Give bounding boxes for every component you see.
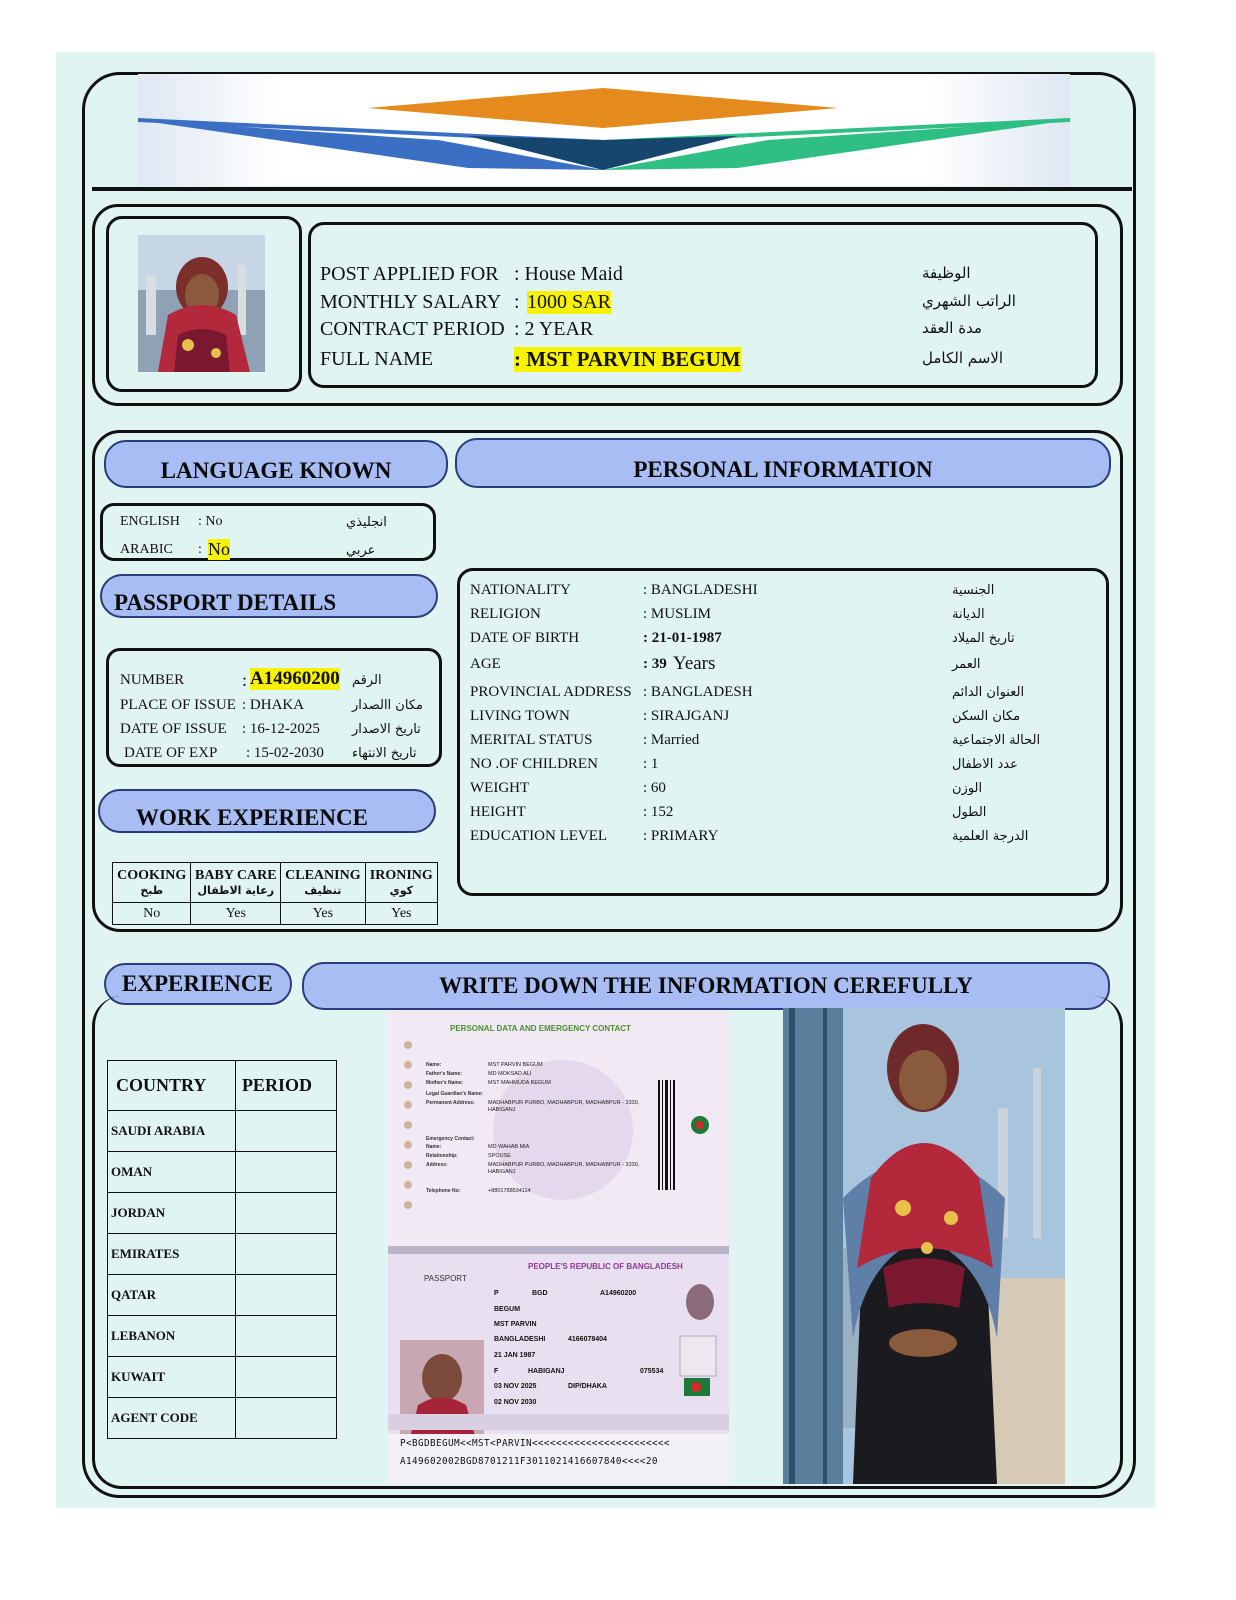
personal-info-label: PROVINCIAL ADDRESS — [470, 684, 632, 700]
personal-info-arabic: الحالة الاجتماعية — [952, 733, 1041, 748]
passport-number-label: NUMBER — [120, 672, 185, 688]
passport-number-side: 075534 — [640, 1368, 664, 1375]
work-experience-header-row — [113, 863, 438, 903]
personal-info-label: WEIGHT — [470, 780, 530, 796]
experience-period-cell[interactable] — [235, 1193, 336, 1234]
instruction-title: WRITE DOWN THE INFORMATION CEREFULLY — [302, 962, 1110, 1010]
emergency-field-label: Mother's Name: — [426, 1080, 464, 1086]
personal-info-arabic: الدرجة العلمية — [952, 829, 1029, 844]
experience-country: SAUDI ARABIA — [108, 1111, 236, 1152]
work-col-ironing: IRONING كوي — [365, 863, 437, 903]
personal-info-value: : BANGLADESHI — [643, 582, 758, 598]
experience-row — [108, 1193, 337, 1234]
english-arabic: انجليذي — [346, 515, 387, 530]
personal-info-value: : BANGLADESH — [643, 684, 753, 700]
experience-country: JORDAN — [108, 1193, 236, 1234]
personal-info-label: AGE — [470, 656, 501, 672]
passport-title: PASSPORT DETAILS — [100, 574, 438, 618]
salary-arabic: الراتب الشهري — [922, 292, 1016, 310]
personal-info-arabic: العمر — [952, 657, 981, 672]
emergency-field-value: SPOUSE — [488, 1153, 511, 1159]
experience-row — [108, 1357, 337, 1398]
emergency-field-value: MADHABPUR PURBO, MADHABPUR, MADHABPUR - 3330, HABIGANJ — [488, 1100, 640, 1113]
experience-period-cell[interactable] — [235, 1275, 336, 1316]
date-of-issue-label: DATE OF ISSUE — [120, 721, 227, 737]
experience-row — [108, 1316, 337, 1357]
work-value-cooking: No — [113, 903, 191, 925]
passport-nationality: BANGLADESHI — [494, 1336, 546, 1343]
personal-info-value: : 152 — [643, 804, 674, 820]
passport-expiry: 02 NOV 2030 — [494, 1399, 537, 1406]
passport-birth-place: HABIGANJ — [528, 1368, 565, 1375]
experience-table — [107, 1060, 337, 1439]
personal-info-label: NATIONALITY — [470, 582, 571, 598]
emergency-field-value: +8801788534114 — [488, 1188, 531, 1194]
arabic-colon: : — [198, 542, 202, 557]
emergency-field-label: Father's Name: — [426, 1071, 462, 1077]
emergency-field-value: MADHABPUR PURBO, MADHABPUR, MADHABPUR - 3330, HABIGANJ — [488, 1162, 640, 1175]
passport-authority: DIP/DHAKA — [568, 1383, 607, 1390]
work-value-cleaning: Yes — [281, 903, 365, 925]
english-value: : No — [198, 514, 223, 529]
passport-personal-no: 4166078404 — [568, 1336, 607, 1343]
personal-info-label: MERITAL STATUS — [470, 732, 593, 748]
date-of-issue-value: : 16-12-2025 — [242, 721, 320, 737]
passport-mrz-line2: A149602002BGD8701211F3011021416607840<<<<20 — [400, 1456, 658, 1467]
emergency-field-label: Relationship: — [426, 1153, 458, 1159]
personal-info-arabic: العنوان الدائم — [952, 685, 1025, 700]
arabic-label: ARABIC — [120, 542, 173, 557]
emergency-field-value: MST PARVIN BEGUM — [488, 1062, 543, 1068]
experience-title: EXPERIENCE — [104, 963, 292, 1005]
banner-graphic — [138, 74, 1070, 186]
personal-info-value: : 60 — [643, 780, 666, 796]
candidate-photo-small — [138, 235, 265, 372]
post-label: POST APPLIED FOR — [320, 263, 499, 285]
emergency-field-label: Legal Guardian's Name: — [426, 1091, 484, 1097]
work-experience-title: WORK EXPERIENCE — [98, 789, 436, 833]
experience-period-cell[interactable] — [235, 1234, 336, 1275]
passport-number-colon: : — [242, 670, 248, 690]
experience-country: OMAN — [108, 1152, 236, 1193]
emergency-heading: PERSONAL DATA AND EMERGENCY CONTACT — [450, 1024, 631, 1033]
date-of-exp-label: DATE OF EXP — [124, 745, 218, 761]
emergency-field-label: Permanent Address: — [426, 1100, 475, 1106]
experience-country: LEBANON — [108, 1316, 236, 1357]
personal-info-arabic: الجنسية — [952, 583, 995, 598]
personal-info-label: NO .OF CHILDREN — [470, 756, 598, 772]
emergency-field-value: MD WAHAB MIA — [488, 1144, 530, 1150]
contract-arabic: مدة العقد — [922, 319, 982, 337]
passport-dob: 21 JAN 1987 — [494, 1352, 536, 1359]
full-name-label: FULL NAME — [320, 348, 434, 370]
experience-country: AGENT CODE — [108, 1398, 236, 1439]
work-col-cleaning: CLEANING تنظيف — [281, 863, 365, 903]
emergency-field-label: Name: — [426, 1062, 442, 1068]
emergency-field-label: Name: — [426, 1144, 442, 1150]
arabic-value: No — [208, 539, 230, 559]
arabic-arabic: عربي — [346, 543, 376, 558]
personal-info-arabic: الديانة — [952, 607, 985, 622]
post-arabic: الوظيفة — [922, 264, 971, 282]
personal-info-arabic: تاريخ الميلاد — [952, 631, 1015, 646]
personal-info-value: : 1 — [643, 756, 659, 772]
personal-info-value: : Married — [643, 732, 700, 748]
personal-info-label: RELIGION — [470, 606, 541, 622]
full-name-arabic: الاسم الكامل — [922, 349, 1004, 367]
age-unit: Years — [673, 653, 716, 674]
passport-emergency-page — [388, 1010, 729, 1246]
passport-republic: PEOPLE'S REPUBLIC OF BANGLADESH — [528, 1262, 683, 1271]
personal-info-title: PERSONAL INFORMATION — [455, 438, 1111, 488]
emergency-field-label: Address: — [426, 1162, 448, 1168]
emergency-field-value: MD MOKSAD ALI — [488, 1071, 532, 1077]
experience-period-cell[interactable] — [235, 1152, 336, 1193]
language-title: LANGUAGE KNOWN — [104, 440, 448, 488]
personal-info-value: : 39 — [643, 656, 667, 672]
work-value-ironing: Yes — [365, 903, 437, 925]
work-col-cooking: COOKING طبخ — [113, 863, 191, 903]
salary-label: MONTHLY SALARY — [320, 291, 502, 313]
experience-country: QATAR — [108, 1275, 236, 1316]
date-of-exp-value: : 15-02-2030 — [246, 745, 324, 761]
experience-row — [108, 1234, 337, 1275]
date-of-exp-arabic: تاريخ الانتهاء — [352, 746, 417, 761]
personal-info-value: : PRIMARY — [643, 828, 719, 844]
salary-colon: : — [514, 291, 520, 313]
personal-info-arabic: الطول — [952, 805, 987, 820]
passport-issue: 03 NOV 2025 — [494, 1383, 537, 1390]
passport-number-value: A14960200 — [250, 668, 340, 689]
experience-period-cell[interactable] — [235, 1316, 336, 1357]
emergency-field-value: MST MAHMUDA BEGUM — [488, 1080, 551, 1086]
contract-value: : 2 YEAR — [514, 318, 594, 340]
personal-info-arabic: الوزن — [952, 781, 983, 796]
english-label: ENGLISH — [120, 514, 180, 529]
work-col-baby-care: BABY CARE رعاية الاطفال — [191, 863, 281, 903]
experience-row — [108, 1275, 337, 1316]
passport-mrz-line1: P<BGDBEGUM<<MST<PARVIN<<<<<<<<<<<<<<<<<<<<<<< — [400, 1438, 670, 1449]
passport-word: PASSPORT — [424, 1274, 467, 1283]
passport-number-arabic: الرقم — [352, 673, 382, 688]
work-experience-values-row — [113, 903, 438, 925]
work-experience-table — [112, 862, 438, 925]
country-header: COUNTRY — [108, 1061, 236, 1111]
experience-country: KUWAIT — [108, 1357, 236, 1398]
experience-period-cell[interactable] — [235, 1398, 336, 1439]
passport-sex: F — [494, 1368, 499, 1375]
personal-info-value: : MUSLIM — [643, 606, 711, 622]
passport-type: P — [494, 1290, 499, 1297]
full-name-value: : MST PARVIN BEGUM — [514, 347, 741, 371]
personal-info-arabic: مكان السكن — [952, 709, 1021, 724]
experience-country: EMIRATES — [108, 1234, 236, 1275]
passport-country-code: BGD — [532, 1290, 548, 1297]
passport-surname: BEGUM — [494, 1306, 521, 1313]
emergency-field-label: Telephone No: — [426, 1188, 461, 1194]
place-of-issue-value: : DHAKA — [242, 697, 305, 713]
work-value-baby-care: Yes — [191, 903, 281, 925]
passport-passport-no: A14960200 — [600, 1290, 637, 1297]
personal-info-arabic: عدد الاطفال — [952, 757, 1018, 772]
place-of-issue-label: PLACE OF ISSUE — [120, 697, 236, 713]
contract-label: CONTRACT PERIOD — [320, 318, 505, 340]
personal-info-value: : SIRAJGANJ — [643, 708, 730, 724]
experience-row — [108, 1398, 337, 1439]
personal-info-value: : 21-01-1987 — [643, 630, 722, 646]
personal-info-label: HEIGHT — [470, 804, 526, 820]
personal-info-label: EDUCATION LEVEL — [470, 828, 608, 844]
personal-info-label: DATE OF BIRTH — [470, 630, 580, 646]
salary-value: 1000 SAR — [527, 291, 611, 313]
experience-row — [108, 1111, 337, 1152]
header-banner — [138, 74, 1070, 186]
header-divider — [92, 187, 1132, 191]
period-header: PERIOD — [235, 1061, 336, 1111]
personal-info-label: LIVING TOWN — [470, 708, 570, 724]
emergency-field-label: Emergency Contact: — [426, 1136, 475, 1142]
place-of-issue-arabic: مكان االصدار — [352, 698, 423, 713]
experience-row — [108, 1152, 337, 1193]
post-value: : House Maid — [514, 263, 623, 285]
experience-header-row — [108, 1061, 337, 1111]
experience-period-cell[interactable] — [235, 1357, 336, 1398]
passport-given-name: MST PARVIN — [494, 1321, 537, 1328]
experience-period-cell[interactable] — [235, 1111, 336, 1152]
candidate-full-photo — [783, 1008, 1065, 1484]
date-of-issue-arabic: تاريخ الاصدار — [352, 722, 421, 737]
passport-scan-image — [388, 1010, 729, 1484]
